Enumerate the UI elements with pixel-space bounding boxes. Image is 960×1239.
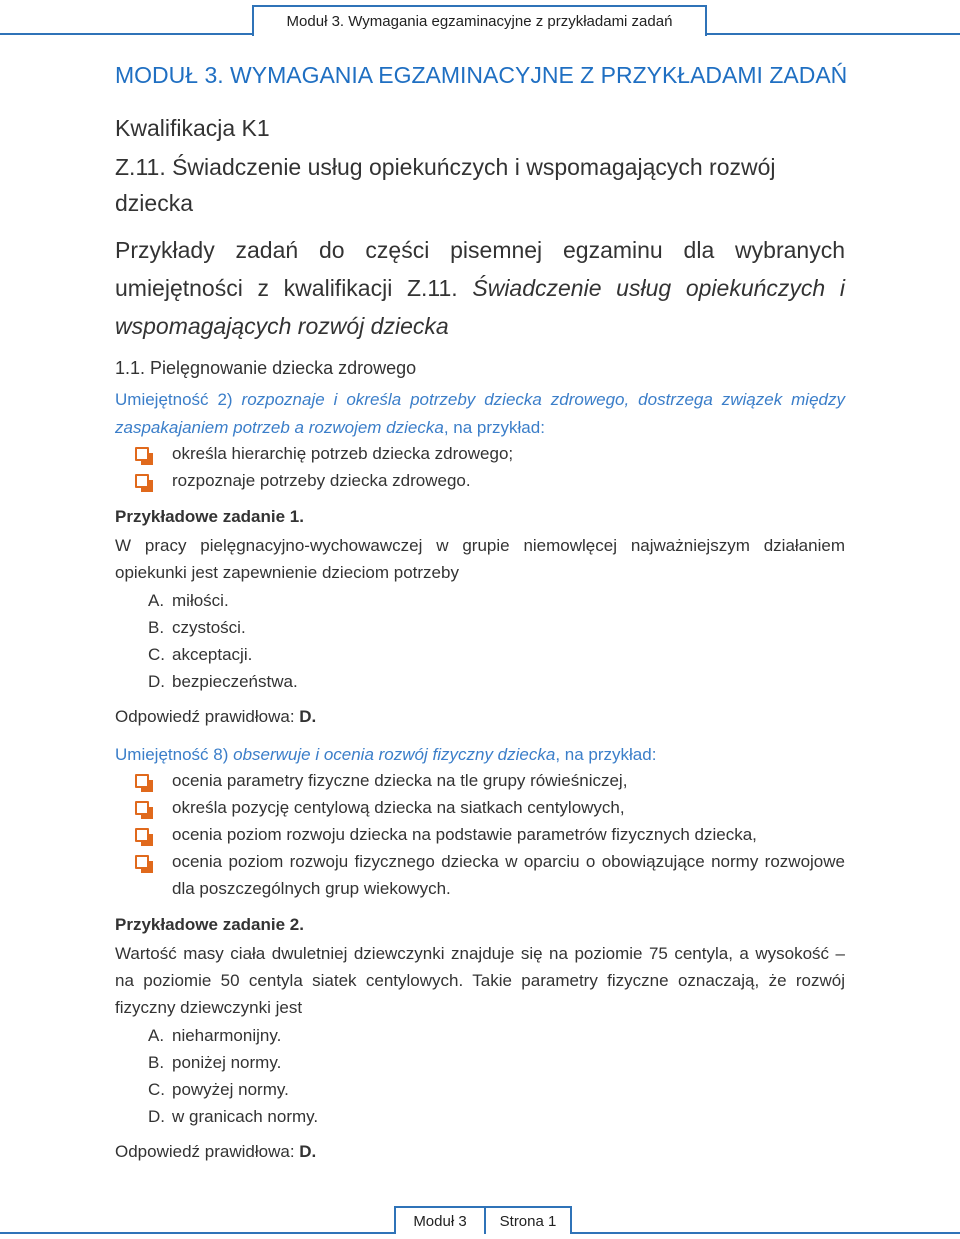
- answer-option: [148, 1103, 318, 1130]
- answer-option: [148, 614, 298, 641]
- skill-1-description: [115, 386, 845, 442]
- list-item-text: określa pozycję centylową dziecka na siatkach centylowych,: [172, 798, 625, 817]
- module-title: MODUŁ 3. WYMAGANIA EGZAMINACYJNE Z PRZYKŁADAMI ZADAŃ: [115, 62, 848, 88]
- option-text: bezpieczeństwa.: [172, 672, 298, 691]
- header-rule-left: [0, 33, 252, 35]
- answer-label: Odpowiedź prawidłowa:: [115, 1142, 300, 1161]
- answer-label: Odpowiedź prawidłowa:: [115, 707, 300, 726]
- answer-option: [148, 1022, 318, 1049]
- checkbox-bullet-icon: [135, 855, 149, 869]
- task-2-answer: [115, 1142, 316, 1162]
- checkbox-bullet-icon: [135, 447, 149, 461]
- checkbox-bullet-icon: [135, 774, 149, 788]
- footer-module: [394, 1206, 486, 1234]
- answer-option: [148, 668, 298, 695]
- skill-2-description: [115, 741, 845, 769]
- option-letter: B.: [148, 1053, 165, 1072]
- option-text: akceptacji.: [172, 645, 253, 664]
- task-1-question: W pracy pielęgnacyjno-wychowawczej w grupie niemowlęcej najważniejszym działaniem opiekunki jest zapewnienie dzieciom potrzeby: [115, 536, 845, 582]
- skill-1-suffix: , na przykład:: [443, 418, 545, 437]
- option-letter: B.: [148, 618, 165, 637]
- option-letter: A.: [148, 591, 165, 610]
- checkbox-bullet-icon: [135, 801, 149, 815]
- option-text: poniżej normy.: [172, 1053, 282, 1072]
- list-item: [135, 794, 845, 821]
- answer-option: [148, 1076, 318, 1103]
- profession-title: Z.11. Świadczenie usług opiekuńczych i wspomagających rozwój dziecka: [115, 154, 776, 216]
- option-letter: D.: [148, 1107, 165, 1126]
- skill-2-prefix: Umiejętność 8): [115, 745, 234, 764]
- section-heading: 1.1. Pielęgnowanie dziecka zdrowego: [115, 358, 417, 378]
- list-item-text: rozpoznaje potrzeby dziecka zdrowego.: [172, 471, 471, 490]
- examples-heading-plain: Przykłady zadań do części pisemnej egzaminu dla wybranych umiejętności z kwalifikacji Z.11.: [115, 237, 845, 301]
- skill-1-list: [135, 440, 845, 494]
- option-text: powyżej normy.: [172, 1080, 289, 1099]
- skill-2-suffix: , na przykład:: [555, 745, 657, 764]
- skill-1-prefix: Umiejętność 2): [115, 390, 242, 409]
- task-1-answer: [115, 707, 316, 727]
- option-text: nieharmonijny.: [172, 1026, 282, 1045]
- answer-option: [148, 587, 298, 614]
- answer-option: [148, 641, 298, 668]
- list-item: [135, 848, 845, 902]
- skill-1-italic: rozpoznaje i określa potrzeby dziecka zdrowego, dostrzega związek między zaspakajaniem potrzeb a rozwojem dziecka: [115, 390, 845, 437]
- option-text: miłości.: [172, 591, 229, 610]
- list-item-text: ocenia poziom rozwoju fizycznego dziecka w oparciu o obowiązujące normy rozwojowe dla poszczególnych grup wiekowych.: [172, 852, 845, 898]
- list-item-text: ocenia parametry fizyczne dziecka na tle grupy rówieśniczej,: [172, 771, 628, 790]
- skill-2-italic: obserwuje i ocenia rozwój fizyczny dziecka: [233, 745, 556, 764]
- task-1-options: [148, 587, 298, 695]
- list-item: [135, 467, 845, 494]
- examples-heading: [115, 231, 845, 345]
- answer-value: D.: [299, 707, 317, 726]
- checkbox-bullet-icon: [135, 828, 149, 842]
- option-letter: D.: [148, 672, 165, 691]
- checkbox-bullet-icon: [135, 474, 149, 488]
- task-2-options: [148, 1022, 318, 1130]
- option-letter: C.: [148, 645, 165, 664]
- option-letter: A.: [148, 1026, 165, 1045]
- option-letter: C.: [148, 1080, 165, 1099]
- list-item: [135, 767, 845, 794]
- running-header-title: Moduł 3. Wymagania egzaminacyjne z przykładami zadań: [286, 13, 673, 30]
- answer-option: [148, 1049, 318, 1076]
- examples-heading-italic: Świadczenie usług opiekuńczych i wspomagających rozwój dziecka: [115, 275, 845, 339]
- qualification-title: Kwalifikacja K1: [115, 115, 270, 141]
- list-item-text: określa hierarchię potrzeb dziecka zdrowego;: [172, 444, 514, 463]
- list-item: [135, 440, 845, 467]
- footer-module-label: Moduł 3: [413, 1212, 467, 1230]
- option-text: czystości.: [172, 618, 246, 637]
- task-2-question: Wartość masy ciała dwuletniej dziewczynki znajduje się na poziomie 75 centyla, a wysokość – na poziomie 50 centyla siatek centylowych. Takie parametry fizyczne oznaczają, że rozwój fizyczny dziewczynki jest: [115, 944, 845, 1017]
- list-item: [135, 821, 845, 848]
- answer-value: D.: [299, 1142, 317, 1161]
- footer-page-number: [484, 1206, 572, 1234]
- option-text: w granicach normy.: [172, 1107, 319, 1126]
- running-header: [252, 5, 707, 36]
- list-item-text: ocenia poziom rozwoju dziecka na podstawie parametrów fizycznych dziecka,: [172, 825, 757, 844]
- skill-2-list: [135, 767, 845, 902]
- task-2-heading: Przykładowe zadanie 2.: [115, 915, 304, 934]
- footer-page-label: Strona 1: [499, 1212, 557, 1230]
- task-1-heading: Przykładowe zadanie 1.: [115, 507, 304, 526]
- header-rule-right: [706, 33, 960, 35]
